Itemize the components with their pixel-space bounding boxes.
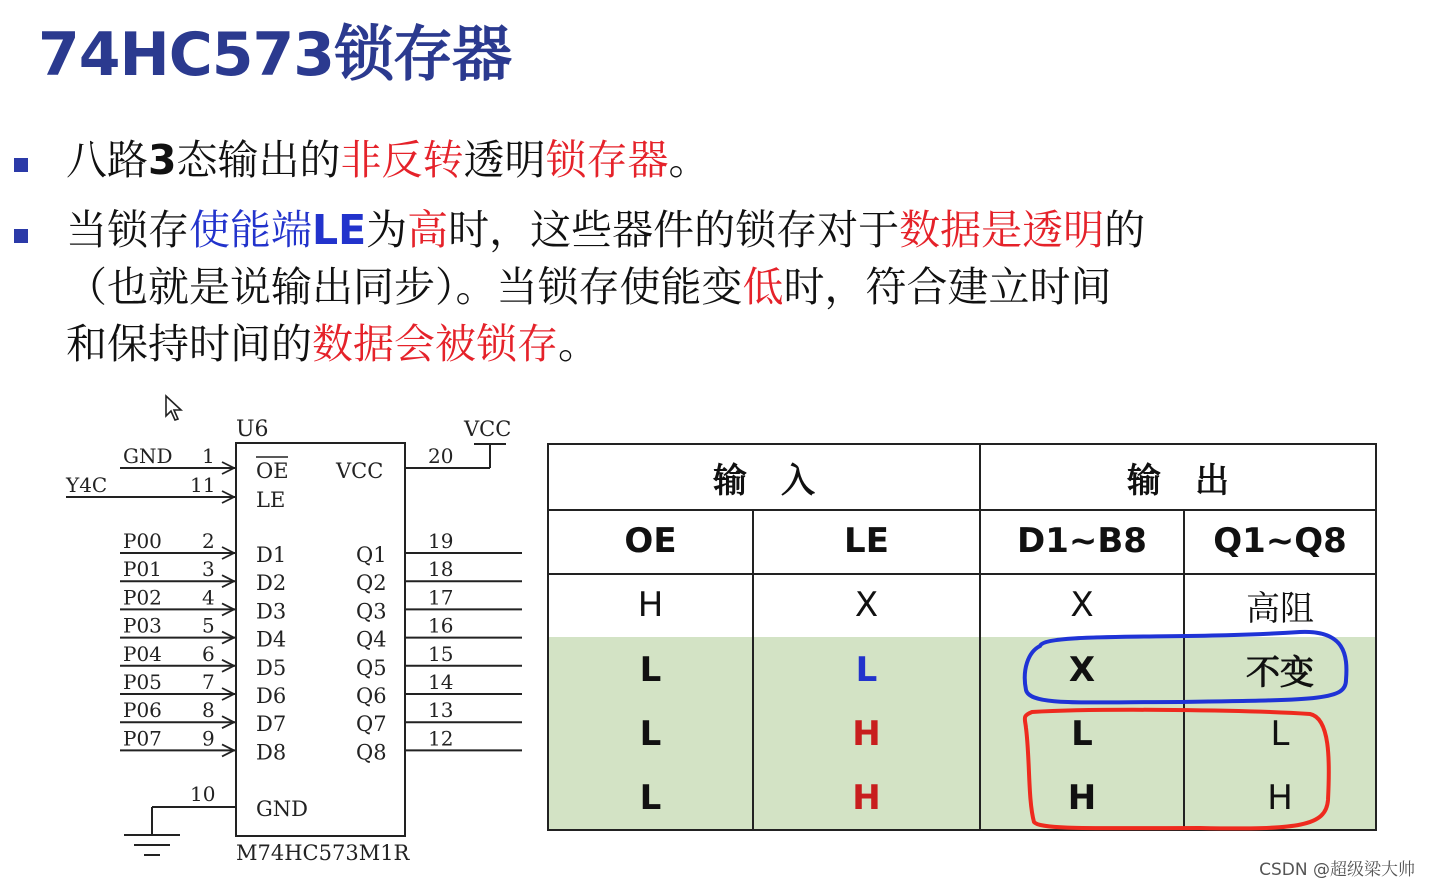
pin-vcc: VCC xyxy=(336,459,384,483)
pin-d: D4 xyxy=(256,627,287,652)
net-label: P04 xyxy=(123,641,162,666)
table-header-cell: D1~B8 xyxy=(979,509,1183,573)
pin-number: 9 xyxy=(202,726,215,751)
pin-q: Q4 xyxy=(356,627,387,652)
table-cell: L xyxy=(639,714,662,754)
pin-number: 11 xyxy=(190,473,216,497)
pin-number: 19 xyxy=(428,529,454,553)
table-cell: X xyxy=(979,637,1183,702)
pin-d: D2 xyxy=(256,571,287,596)
pin-number: 12 xyxy=(428,726,454,751)
highlight-red: 低 xyxy=(742,263,784,311)
highlight-red: 非反转 xyxy=(340,136,464,184)
table-cell: L xyxy=(979,702,1183,766)
table-cell: L xyxy=(639,777,662,818)
schematic-diagram xyxy=(0,390,540,870)
bullet-marker xyxy=(14,158,28,172)
highlight-blue: LE xyxy=(312,206,367,254)
text-span: 时，符合建立时间 xyxy=(783,263,1112,311)
net-gnd: GND xyxy=(123,444,173,468)
ic-part: M74HC573M1R xyxy=(236,841,410,865)
pin-q: Q1 xyxy=(356,543,387,567)
net-label: P05 xyxy=(123,670,162,694)
table-cell: 不变 xyxy=(1183,637,1375,702)
net-label: P03 xyxy=(123,613,162,638)
pin-d: D5 xyxy=(256,655,287,680)
table-cell: L xyxy=(639,649,662,690)
pin-q: Q3 xyxy=(356,599,387,624)
net-label: P02 xyxy=(123,585,162,610)
text-span: 时，这些器件的锁存对于 xyxy=(448,206,900,254)
pin-oe: OE xyxy=(256,459,289,483)
pin-q: Q5 xyxy=(356,655,387,680)
table-row xyxy=(549,637,1375,702)
pin-q: Q6 xyxy=(356,684,387,708)
table-group-input: 输 入 xyxy=(713,460,815,501)
pin-number: 10 xyxy=(190,782,216,806)
pin-q: Q2 xyxy=(356,571,387,596)
text-span: 。 xyxy=(558,320,599,368)
pin-number: 6 xyxy=(202,641,215,666)
highlight-blue: 使能端 xyxy=(189,206,312,254)
pin-number: 8 xyxy=(202,698,215,723)
pin-number: 5 xyxy=(202,613,215,638)
bullet-marker xyxy=(14,229,28,243)
pin-number: 16 xyxy=(428,613,454,638)
ic-ref: U6 xyxy=(236,417,269,442)
bullet-line-1 xyxy=(66,135,710,185)
net-label: P00 xyxy=(123,529,162,553)
table-cell: X xyxy=(752,573,979,637)
pin-number: 15 xyxy=(428,641,454,666)
table-cell: H xyxy=(752,702,979,766)
pin-number: 18 xyxy=(428,557,454,582)
pin-gnd: GND xyxy=(256,797,308,821)
text-span: 的 xyxy=(1104,206,1146,254)
table-cell: L xyxy=(752,637,979,702)
net-label: P01 xyxy=(123,557,162,582)
watermark: CSDN @超级梁大帅 xyxy=(1259,860,1415,880)
pin-number: 7 xyxy=(202,670,215,694)
text-span: 八路 xyxy=(66,136,148,184)
table-cell: H xyxy=(979,766,1183,829)
pin-le: LE xyxy=(256,488,286,512)
text-span: 当锁存 xyxy=(66,206,189,254)
pin-d: D1 xyxy=(256,543,287,567)
table-header-cell: LE xyxy=(752,509,979,573)
pin-d: D3 xyxy=(256,599,287,624)
text-span: 为 xyxy=(366,206,408,254)
text-span: （也就是说输出同步）。当锁存使能变 xyxy=(66,263,743,311)
table-row xyxy=(549,573,1375,637)
pin-d: D8 xyxy=(256,740,287,765)
text-span: 和保持时间的 xyxy=(66,320,312,368)
truth-table xyxy=(547,443,1377,831)
pin-number: 17 xyxy=(428,585,454,610)
table-group-output: 输 出 xyxy=(979,445,1375,509)
page-title: 74HC573锁存器 xyxy=(38,20,511,90)
table-cell: 高阻 xyxy=(1183,573,1375,637)
net-y4c: Y4C xyxy=(66,473,108,497)
table-cell: H xyxy=(752,766,979,829)
text-span: 态输出的 xyxy=(176,136,341,184)
bullet-line-3 xyxy=(66,262,1112,312)
pin-d: D7 xyxy=(256,712,287,737)
bullet-line-2 xyxy=(66,205,1145,255)
table-cell: H xyxy=(637,585,664,625)
pin-number: 14 xyxy=(428,670,454,694)
table-cell: L xyxy=(1183,702,1375,766)
net-label: P06 xyxy=(123,698,162,723)
vcc-label: VCC xyxy=(464,417,512,441)
pin-q: Q7 xyxy=(356,712,387,737)
net-label: P07 xyxy=(123,726,162,751)
highlight-red: 锁存器 xyxy=(545,136,669,184)
table-cell: X xyxy=(979,573,1183,637)
highlight-red: 数据会被锁存 xyxy=(312,320,558,368)
table-header-row xyxy=(549,509,1375,573)
pin-number: 4 xyxy=(202,585,215,610)
bullet-line-4 xyxy=(66,319,599,369)
table-cell: H xyxy=(1183,766,1375,829)
pin-number: 20 xyxy=(428,444,454,468)
pin-q: Q8 xyxy=(356,740,387,765)
pin-number: 1 xyxy=(202,444,215,468)
text-span: 。 xyxy=(668,136,710,184)
table-row xyxy=(549,702,1375,766)
highlight-red: 高 xyxy=(407,206,449,254)
text-span: 透明 xyxy=(463,136,546,184)
table-header-cell: Q1~Q8 xyxy=(1183,509,1375,573)
highlight-red: 数据是透明 xyxy=(899,206,1105,254)
pin-number: 3 xyxy=(202,557,215,582)
table-group-header xyxy=(549,445,1375,509)
table-row xyxy=(549,766,1375,829)
text-span: 3 xyxy=(148,136,177,184)
pin-d: D6 xyxy=(256,684,287,708)
table-header-cell: OE xyxy=(624,521,677,561)
pin-number: 2 xyxy=(202,529,215,553)
pin-number: 13 xyxy=(428,698,454,723)
